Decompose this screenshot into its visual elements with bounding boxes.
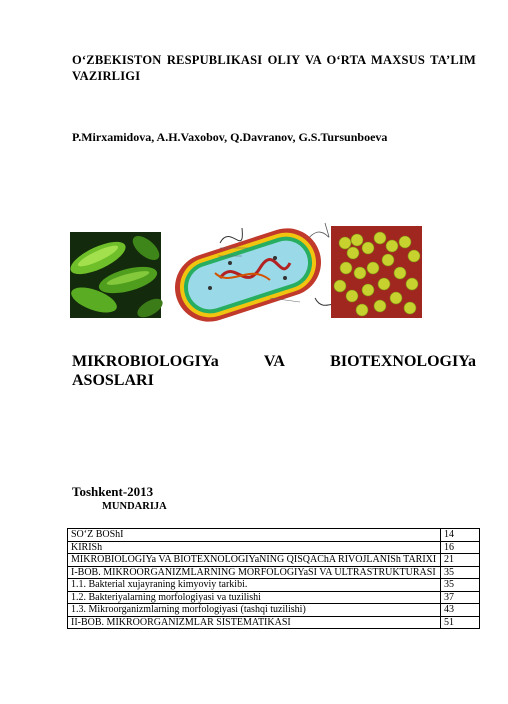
toc-row: [68, 579, 480, 592]
cover-illustrations: [70, 218, 422, 322]
ministry-name: O‘ZBEKISTON RESPUBLIKASI OLIY VA O‘RTA MAXSUS TA’LIM VAZIRLIGI: [72, 53, 476, 83]
toc-title: MIKROBIOLOGIYa VA BIOTEXNOLOGIYaNING QISQAChA RIVOJLANISh TARIXI: [68, 554, 441, 567]
toc-title: 1.1. Bakterial xujayraning kimyoviy tarkibi.: [68, 579, 441, 592]
toc-title: I-BOB. MIKROORGANIZMLARNING MORFOLOGIYaSI VA ULTRASTRUKTURASI: [68, 566, 441, 579]
toc-row: [68, 604, 480, 617]
green-bacteria-image: [70, 232, 166, 321]
authors-line: P.Mirxamidova, A.H.Vaxobov, Q.Davranov, G.S.Tursunboeva: [72, 130, 388, 144]
title-word-3: BIOTEXNOLOGIYa: [330, 353, 476, 370]
toc-row: [68, 529, 480, 542]
toc-row: [68, 616, 480, 629]
toc-row: [68, 554, 480, 567]
toc-page: 43: [441, 604, 480, 617]
toc-title: SO‘Z BOShI: [68, 529, 441, 542]
book-title: [72, 352, 476, 390]
bacterial-cell-diagram: [166, 219, 355, 322]
toc-row: [68, 566, 480, 579]
toc-heading: MUNDARIJA: [102, 501, 167, 512]
title-word-2: VA: [263, 353, 285, 370]
toc-title: 1.3. Mikroorganizmlarning morfologiyasi (tashqi tuzilishi): [68, 604, 441, 617]
toc-page: 16: [441, 541, 480, 554]
city-year: Toshkent-2013: [72, 484, 154, 499]
toc-page: 35: [441, 566, 480, 579]
title-word-1: MIKROBIOLOGIYa: [72, 353, 219, 370]
toc-page: 35: [441, 579, 480, 592]
toc-title: KIRISh: [68, 541, 441, 554]
yellow-cocci-image: [331, 226, 422, 318]
table-of-contents: [67, 528, 480, 629]
toc-title: II-BOB. MIKROORGANIZMLAR SISTEMATIKASI: [68, 616, 441, 629]
toc-page: 51: [441, 616, 480, 629]
toc-title: 1.2. Bakteriyalarning morfologiyasi va tuzilishi: [68, 591, 441, 604]
toc-row: [68, 591, 480, 604]
title-line-2: ASOSLARI: [72, 372, 154, 389]
toc-page: 21: [441, 554, 480, 567]
toc-row: [68, 541, 480, 554]
toc-page: 14: [441, 529, 480, 542]
toc-page: 37: [441, 591, 480, 604]
